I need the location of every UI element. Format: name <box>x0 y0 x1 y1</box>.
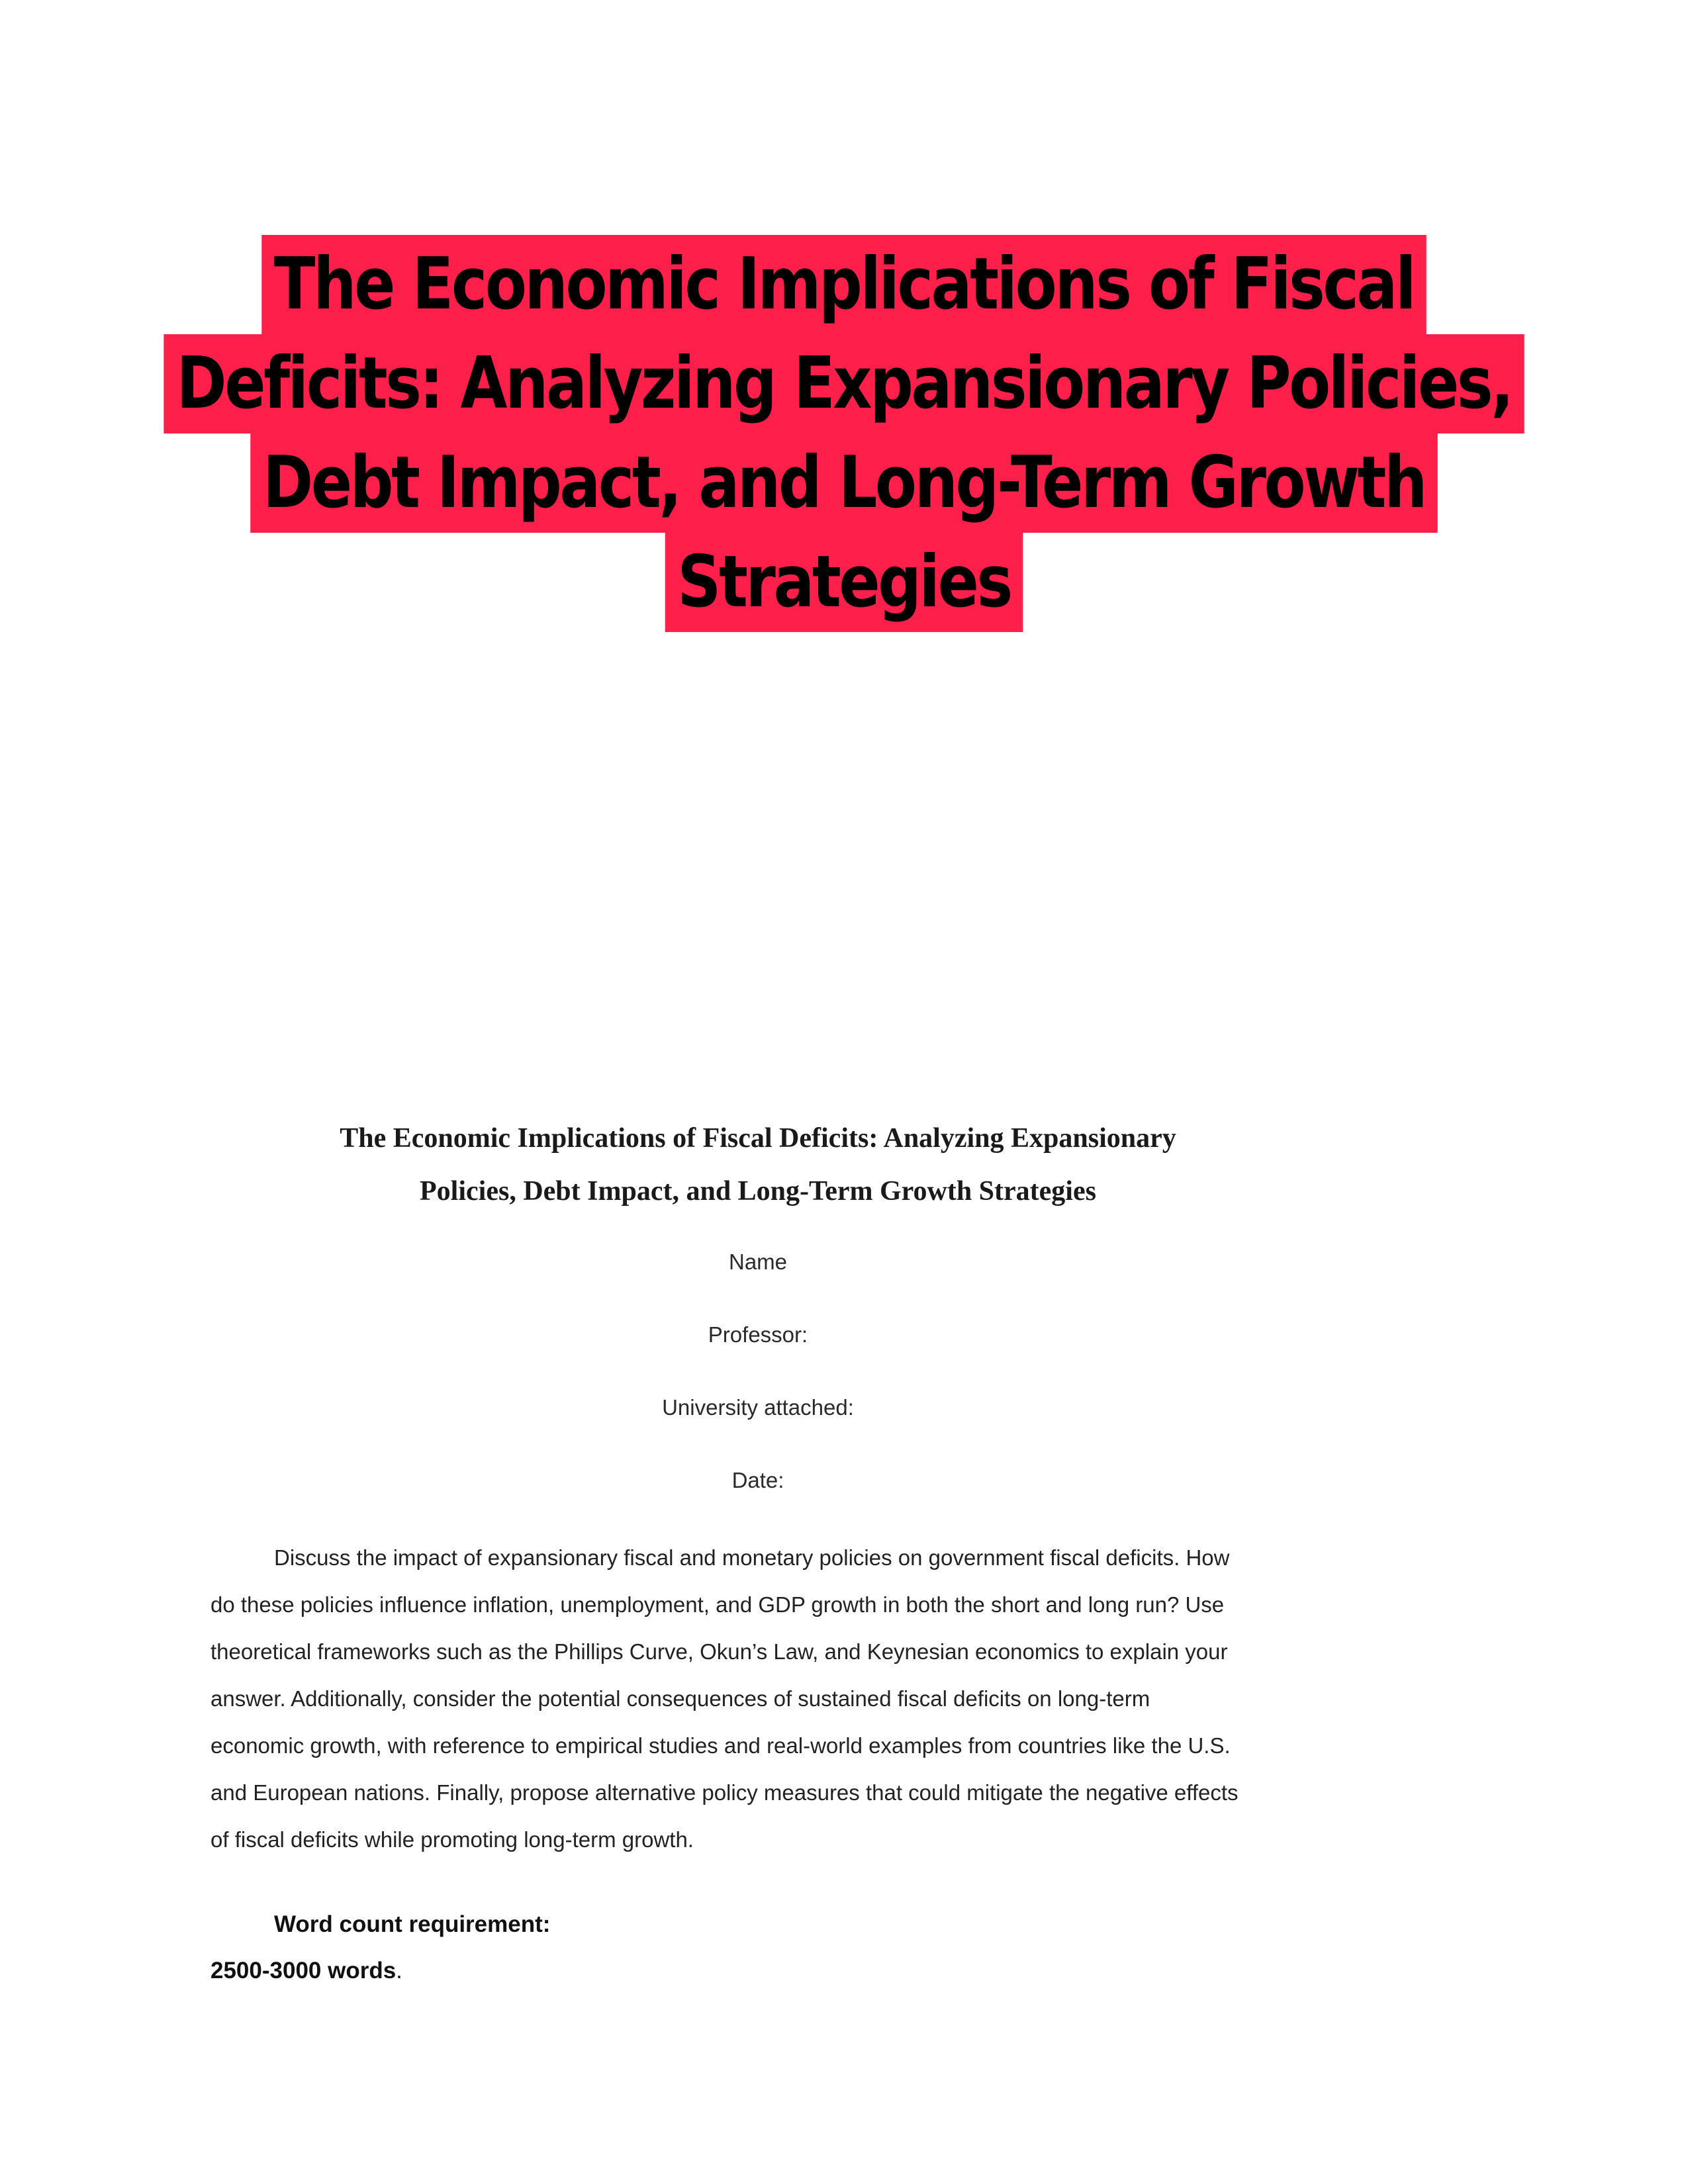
professor-field: Professor: <box>708 1322 808 1347</box>
banner-line-text: Debt Impact, and Long-Term Growth <box>250 433 1437 533</box>
banner-line <box>126 235 1562 334</box>
word-count-number: 2500-3000 words <box>211 1958 397 1983</box>
name-field: Name <box>728 1250 788 1274</box>
date-field: Date: <box>731 1468 784 1492</box>
word-count-label: Word count requirement: <box>274 1911 551 1937</box>
banner-line <box>126 433 1562 533</box>
banner-title <box>126 235 1562 632</box>
document-title <box>0 1112 1516 1218</box>
banner-line-text: Deficits: Analyzing Expansionary Policies, <box>164 334 1524 433</box>
word-count-value <box>211 1958 402 1984</box>
document-title-line: Policies, Debt Impact, and Long-Term Growth Strategies <box>420 1176 1096 1206</box>
banner-line <box>126 533 1562 632</box>
university-field: University attached: <box>662 1395 854 1420</box>
banner-line-text: The Economic Implications of Fiscal <box>261 235 1427 334</box>
word-count-suffix: . <box>396 1958 402 1983</box>
banner-line <box>126 334 1562 433</box>
document-title-line: The Economic Implications of Fiscal Deficits: Analyzing Expansionary <box>340 1123 1176 1154</box>
prompt-paragraph: Discuss the impact of expansionary fiscal and monetary policies on government fiscal deficits. How do these policies influence inflation, unemployment, and GDP growth in both the short and long run? Use theoretical frameworks such as the Phillips Curve, Okun’s Law, and Keynesian economics to explain your answer. Additionally, consider the potential consequences of sustained fiscal deficits on long-term economic growth, with reference to empirical studies and real-world examples from countries like the U.S. and European nations. Finally, propose alternative policy measures that could mitigate the negative effects of fiscal deficits while promoting long-term growth. <box>211 1545 1239 1852</box>
banner-line-text: Strategies <box>665 533 1023 632</box>
